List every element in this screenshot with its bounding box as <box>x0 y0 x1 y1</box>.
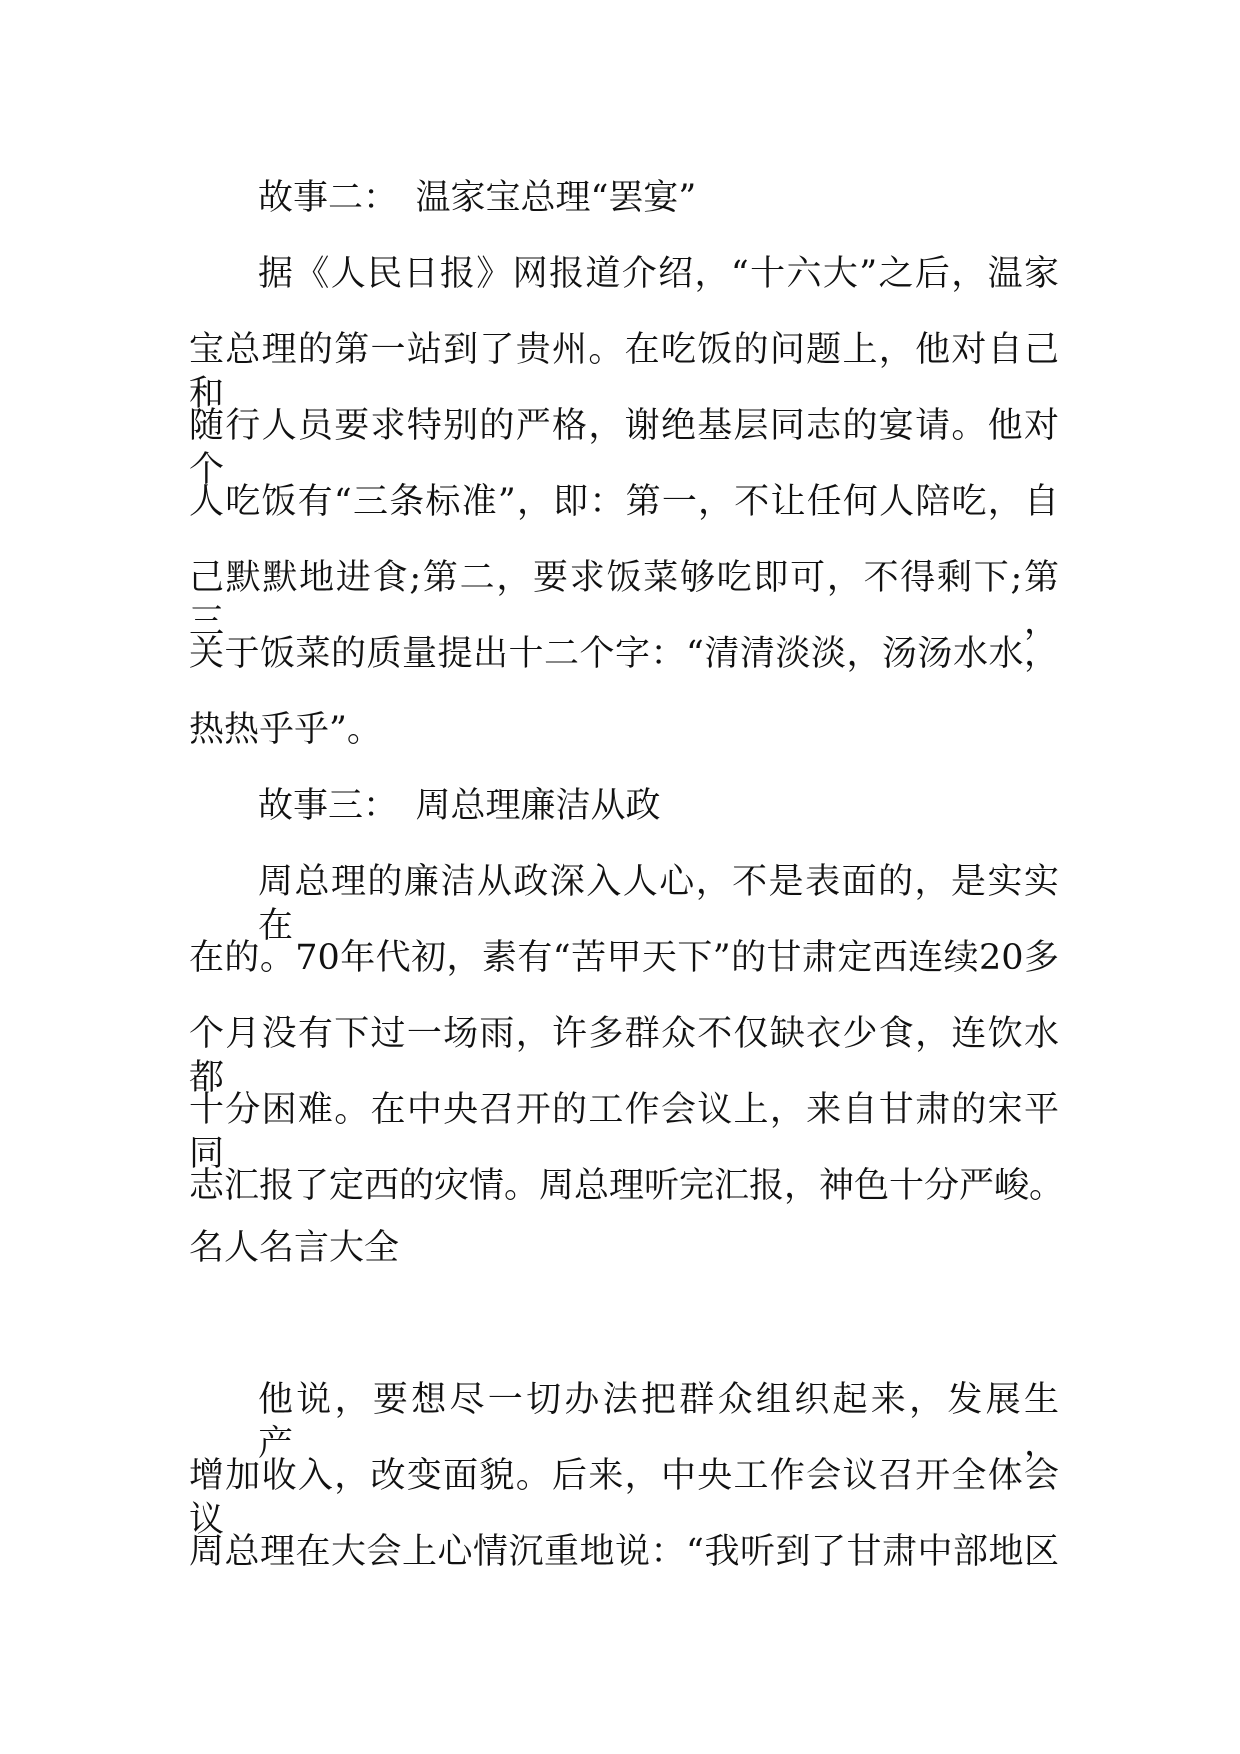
story3-paragraph-line: 志汇报了定西的灾情。周总理听完汇报，神色十分严峻。 <box>189 1166 1065 1206</box>
continuation-paragraph-line: 周总理在大会上心情沉重地说：“我听到了甘肃中部地区 <box>189 1532 1059 1572</box>
story2-paragraph-line: 宝总理的第一站到了贵州。在吃饭的问题上，他对自己和 <box>189 330 1059 414</box>
story2-paragraph-line: 人吃饭有“三条标准”，即：第一，不让任何人陪吃，自 <box>189 482 1059 522</box>
story2-paragraph-line: 随行人员要求特别的严格，谢绝基层同志的宴请。他对个 <box>189 406 1059 490</box>
interjection-text: 名人名言大全 <box>189 1228 400 1268</box>
story3-heading: 故事三： 周总理廉洁从政 <box>258 786 661 826</box>
story2-paragraph-line: 关于饭菜的质量提出十二个字：“清清淡淡，汤汤水水， <box>189 634 1059 674</box>
continuation-paragraph-line: 他说，要想尽一切办法把群众组织起来，发展生产， <box>258 1380 1059 1464</box>
continuation-paragraph-line: 增加收入，改变面貌。后来，中央工作会议召开全体会议 <box>189 1456 1059 1540</box>
story3-paragraph-line: 个月没有下过一场雨，许多群众不仅缺衣少食，连饮水都 <box>189 1014 1059 1098</box>
story3-paragraph-line: 十分困难。在中央召开的工作会议上，来自甘肃的宋平同 <box>189 1090 1059 1174</box>
story2-paragraph-line: 据《人民日报》网报道介绍，“十六大”之后，温家 <box>258 254 1059 294</box>
story3-paragraph-line: 周总理的廉洁从政深入人心，不是表面的，是实实在 <box>258 862 1059 946</box>
story2-heading: 故事二： 温家宝总理“罢宴” <box>258 178 697 218</box>
story2-paragraph-line: 己默默地进食;第二，要求饭菜够吃即可，不得剩下;第三， <box>189 558 1059 642</box>
story2-paragraph-line: 热热乎乎”。 <box>189 710 382 750</box>
story3-paragraph-line: 在的。70年代初，素有“苦甲天下”的甘肃定西连续20多 <box>189 938 1059 978</box>
